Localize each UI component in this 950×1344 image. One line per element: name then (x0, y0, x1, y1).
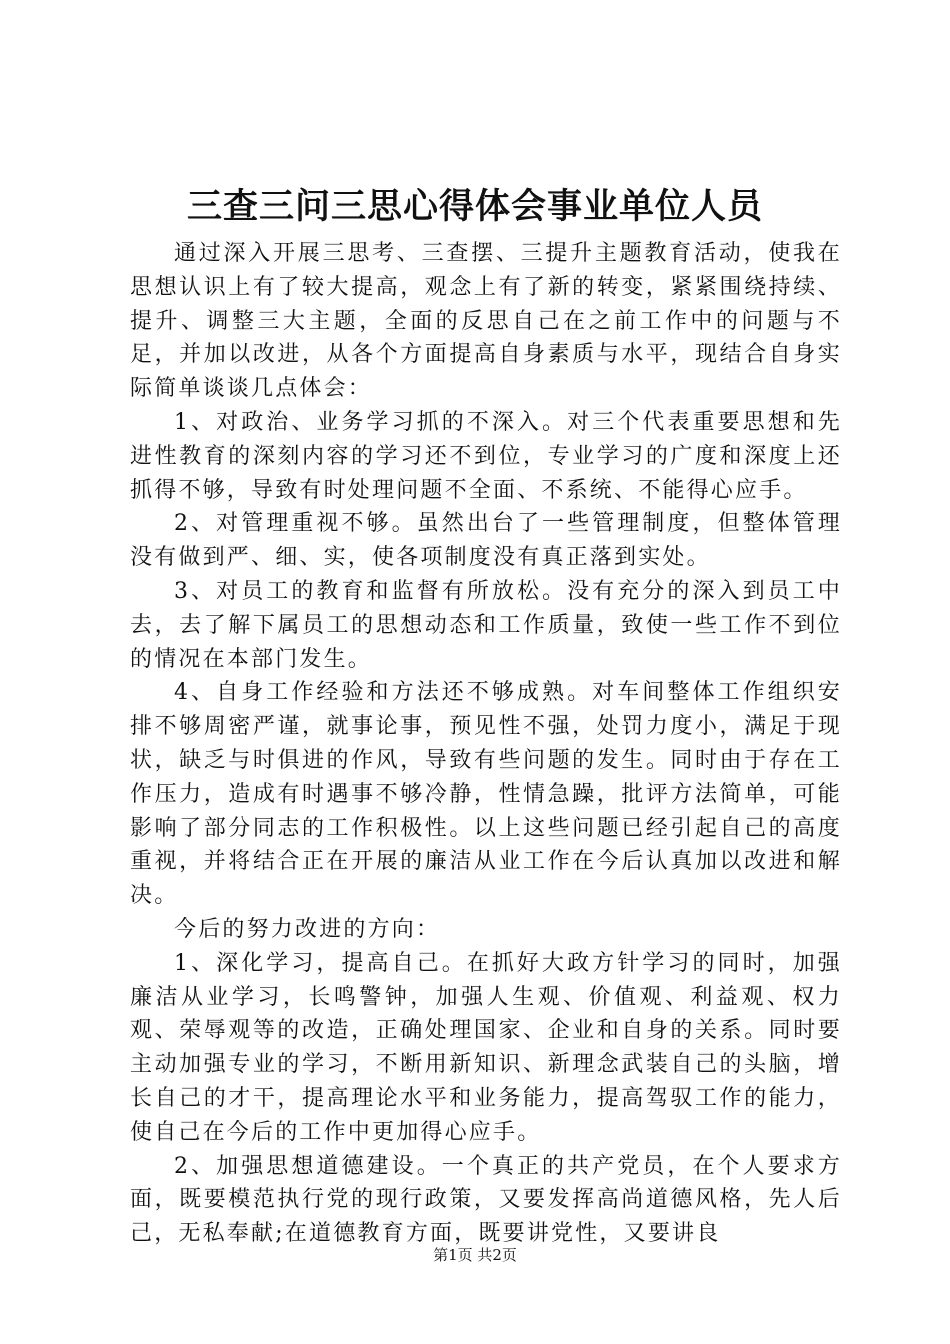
document-body (130, 237, 842, 1251)
paragraph-improvement-2: 2、加强思想道德建设。一个真正的共产党员，在个人要求方面，既要模范执行党的现行政策，又要发挥高尚道德风格，先人后己，无私奉献;在道德教育方面，既要讲党性，又要讲良 (130, 1153, 842, 1247)
paragraph-point-4: 4、自身工作经验和方法还不够成熟。对车间整体工作组织安排不够周密严谨，就事论事，预见性不强，处罚力度小，满足于现状，缺乏与时俱进的作风，导致有些问题的发生。同时由于存在工作压力，造成有时遇事不够冷静，性情急躁，批评方法简单，可能影响了部分同志的工作积极性。以上这些问题已经引起自己的高度重视，并将结合正在开展的廉洁从业工作在今后认真加以改进和解决。 (130, 680, 842, 909)
paragraph-intro: 通过深入开展三思考、三查摆、三提升主题教育活动，使我在思想认识上有了较大提高，观念上有了新的转变，紧紧围绕持续、提升、调整三大主题，全面的反思自己在之前工作中的问题与不足，并加以改进，从各个方面提高自身素质与水平，现结合自身实际简单谈谈几点体会： (130, 241, 842, 402)
paragraph-point-1: 1、对政治、业务学习抓的不深入。对三个代表重要思想和先进性教育的深刻内容的学习还不到位，专业学习的广度和深度上还抓得不够，导致有时处理问题不全面、不系统、不能得心应手。 (130, 409, 842, 503)
paragraph-improvement-1: 1、深化学习，提高自己。在抓好大政方针学习的同时，加强廉洁从业学习，长鸣警钟，加强人生观、价值观、利益观、权力观、荣辱观等的改造，正确处理国家、企业和自身的关系。同时要主动加强专业的学习，不断用新知识、新理念武装自己的头脑，增长自己的才干，提高理论水平和业务能力，提高驾驭工作的能力，使自己在今后的工作中更加得心应手。 (130, 950, 842, 1145)
paragraph-improvement-heading: 今后的努力改进的方向： (174, 916, 441, 942)
document-title: 三查三问三思心得体会事业单位人员 (186, 187, 763, 227)
page-number-footer: 第1页 共2页 (433, 1246, 517, 1264)
paragraph-point-2: 2、对管理重视不够。虽然出台了一些管理制度，但整体管理没有做到严、细、实，使各项制度没有真正落到实处。 (130, 511, 842, 571)
paragraph-point-3: 3、对员工的教育和监督有所放松。没有充分的深入到员工中去，去了解下属员工的思想动态和工作质量，致使一些工作不到位的情况在本部门发生。 (130, 578, 842, 672)
